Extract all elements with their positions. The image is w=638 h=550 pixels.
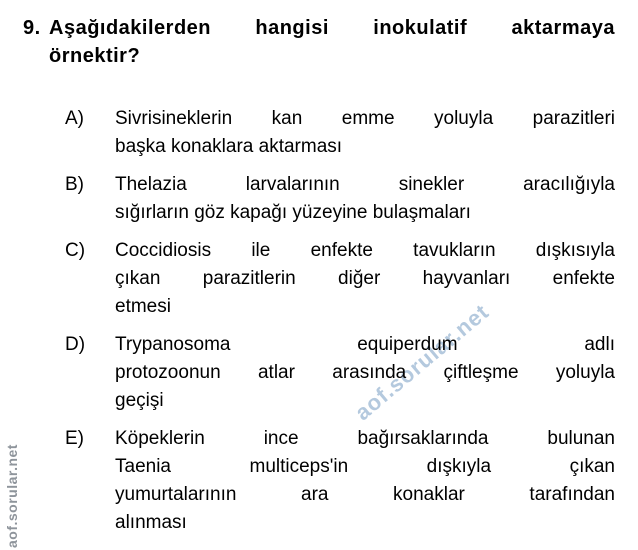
option-text-line: geçişi xyxy=(115,390,164,411)
option-text-line: Coccidiosis ile enfekte tavukların dışkısıyla xyxy=(115,240,615,261)
option-b-text xyxy=(115,171,615,227)
question-content xyxy=(0,14,638,547)
option-text-line: sığırların göz kapağı yüzeyine bulaşmaları xyxy=(115,202,471,223)
option-c-text xyxy=(115,237,615,321)
option-a-text xyxy=(115,105,615,161)
question-number: 9. xyxy=(23,17,41,39)
question-text-line: Aşağıdakilerden hangisi inokulatif aktarmaya xyxy=(49,17,615,39)
option-d-text xyxy=(115,331,615,415)
option-a-letter: A) xyxy=(65,108,84,129)
option-text-line: Sivrisineklerin kan emme yoluyla parazitleri xyxy=(115,108,615,129)
option-text-line: çıkan parazitlerin diğer hayvanları enfekte xyxy=(115,268,615,289)
option-c xyxy=(0,237,638,321)
option-b-letter: B) xyxy=(65,174,84,195)
watermark-diagonal: aof.sorular.net xyxy=(350,298,494,426)
option-c-letter: C) xyxy=(65,240,86,261)
option-d-letter: D) xyxy=(65,334,86,355)
option-e-text xyxy=(115,425,615,537)
option-text-line: Taenia multiceps'in dışkıyla çıkan xyxy=(115,456,615,477)
option-b xyxy=(0,171,638,227)
option-text-line: Thelazia larvalarının sinekler aracılığıyla xyxy=(115,174,615,195)
option-text-line: Trypanosoma equiperdum adlı xyxy=(115,334,615,355)
option-text-line: etmesi xyxy=(115,296,171,317)
options-list xyxy=(0,105,638,537)
option-text-line: Köpeklerin ince bağırsaklarında bulunan xyxy=(115,428,615,449)
option-text-line: alınması xyxy=(115,512,187,533)
option-text-line: başka konaklara aktarması xyxy=(115,136,343,157)
option-a xyxy=(0,105,638,161)
question-text-line: örnektir? xyxy=(49,45,141,67)
watermark-side: aof.sorular.net xyxy=(4,444,20,548)
option-d xyxy=(0,331,638,415)
question-text xyxy=(49,14,615,70)
option-text-line: yumurtalarının ara konaklar tarafından xyxy=(115,484,615,505)
option-e xyxy=(0,425,638,537)
question-block xyxy=(0,14,638,70)
option-text-line: protozoonun atlar arasında çiftleşme yoluyla xyxy=(115,362,615,383)
option-e-letter: E) xyxy=(65,428,84,449)
